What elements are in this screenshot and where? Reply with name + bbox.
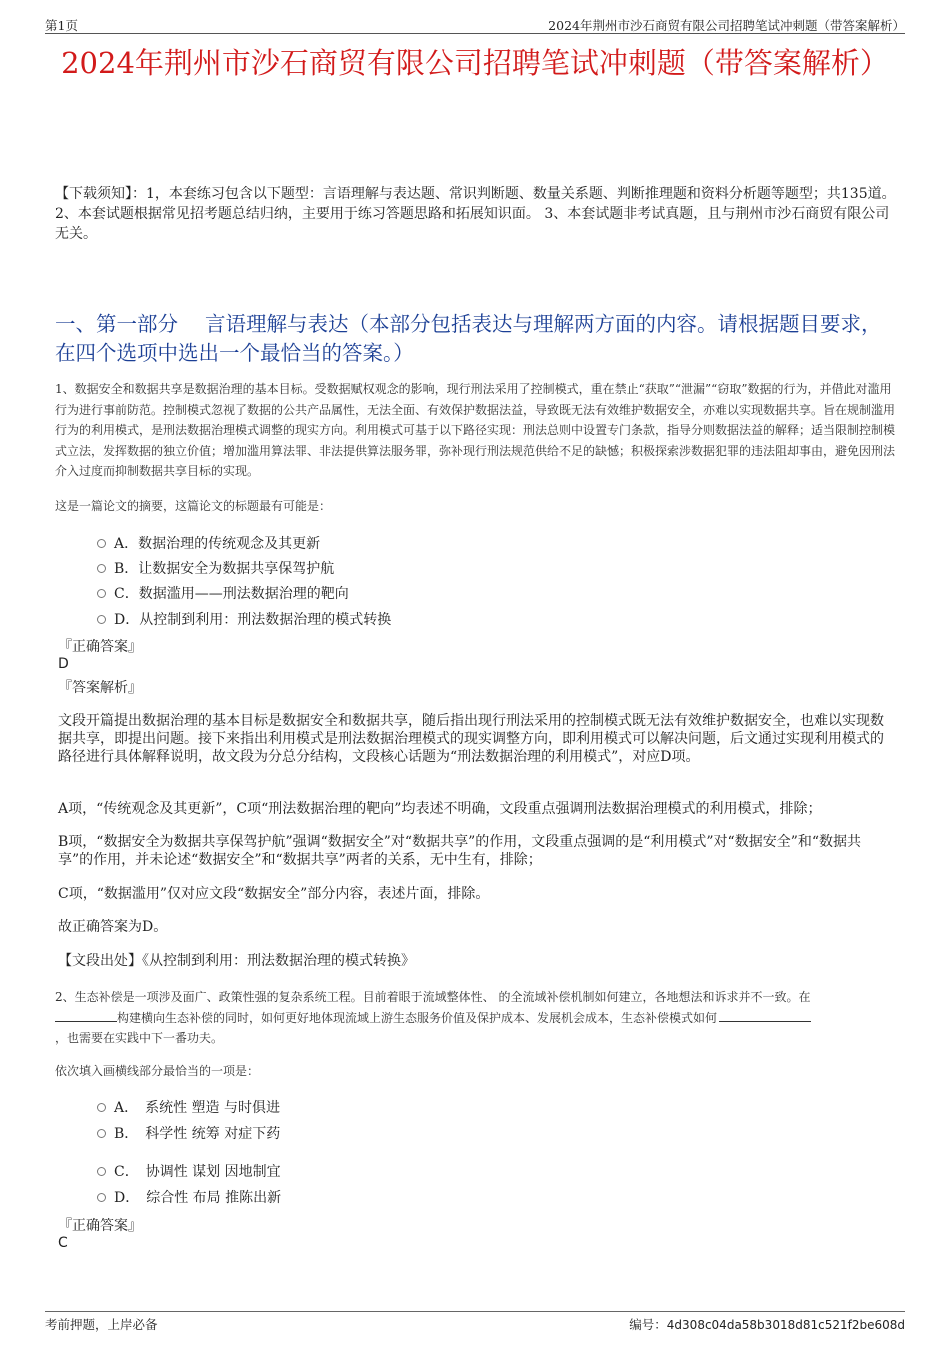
question-1-analysis-label: 『答案解析』 — [58, 680, 142, 696]
document-title: 2024年荆州市沙石商贸有限公司招聘笔试冲刺题（带答案解析） — [61, 46, 889, 80]
analysis-paragraph: C项，“数据滥用”仅对应文段“数据安全”部分内容，表述片面，排除。 — [58, 886, 490, 902]
question-1-stem: 1、数据安全和数据共享是数据治理的基本目标。受数据赋权观念的影响，现行刑法采用了控制模式，重在禁止“获取”“泄漏”“窃取”数据的行为，并借此对滥用行为进行事前防范。控制模式忽视了数据的公共产品属性，无法全面、有效保护数据法益，导致既无法有效维护数据安全，亦难以实现数据共享。旨在规制滥用行为的利用模式，是刑法数据治理模式调整的现实方向。利用模式可基于以下路径实现：刑法总则中设置专门条款，指导分则数据法益的解释；适当限制控制模式立法，发挥数据的独立价值；增加滥用算法罪、非法提供算法服务罪，弥补现行刑法规范供给不足的缺憾；积极探索涉数据犯罪的违法阻却事由，避免因刑法介入过度而抑制数据共享目标的实现。 — [55, 382, 896, 478]
radio-icon[interactable] — [97, 1103, 106, 1112]
option-label: A．数据治理的传统观念及其更新 — [114, 536, 321, 552]
option-label: B． 科学性 统筹 对症下药 — [114, 1126, 281, 1142]
analysis-paragraph: A项，“传统观念及其更新”，C项“刑法数据治理的靶向”均表述不明确，文段重点强调刑法数据治理模式的利用模式，排除； — [58, 801, 822, 817]
question-2-option-b[interactable] — [97, 1123, 280, 1143]
page-footer — [45, 1311, 905, 1333]
question-2-answer-label: 『正确答案』 — [58, 1218, 142, 1234]
question-1-answer-label: 『正确答案』 — [58, 639, 142, 655]
option-label: A． 系统性 塑造 与时俱进 — [114, 1100, 281, 1116]
footer-code-wrap — [629, 1315, 905, 1333]
analysis-paragraph: 文段开篇提出数据治理的基本目标是数据安全和数据共享，随后指出现行刑法采用的控制模式既无法有效维护数据安全，也难以实现数据共享，即提出问题。接下来指出利用模式是刑法数据治理模式的现实调整方向，即利用模式可以解决问题，后文通过实现利用模式的路径进行具体解释说明，故文段为分总分结构，文段核心话题为“刑法数据治理的利用模式”，对应D项。 — [58, 713, 884, 765]
download-notice: 【下载须知】：1，本套练习包含以下题型：言语理解与表达题、常识判断题、数量关系题、判断推理题和资料分析题等题型；共135道。 2、本套试题根据常见招考题总结归纳，主要用于练习答题思路和拓展知识面。 3、本套试题非考试真题，且与荆州市沙石商贸有限公司无关。 — [55, 186, 896, 242]
question-2-stem-part: 2、生态补偿是一项涉及面广、政策性强的复杂系统工程。目前着眼于流域整体性、 的全流域补偿机制如何建立，各地想法和诉求并不一致。在 — [55, 990, 811, 1004]
question-2-stem-part: 构建横向生态补偿的同时，如何更好地体现流域上游生态服务价值及保护成本、发展机会成本，生态补偿模式如何 — [117, 1010, 718, 1025]
footer-slogan: 考前押题，上岸必备 — [45, 1317, 158, 1332]
question-1-option-c[interactable] — [97, 583, 349, 603]
option-label: C． 协调性 谋划 因地制宜 — [114, 1164, 281, 1180]
option-label: D．从控制到利用：刑法数据治理的模式转换 — [114, 612, 392, 628]
question-2-stem-part: ，也需要在实践中下一番功夫。 — [55, 1031, 224, 1045]
question-1-option-d[interactable] — [97, 609, 391, 629]
analysis-paragraph: B项，“数据安全为数据共享保驾护航”强调“数据安全”对“数据共享”的作用，文段重点强调的是“利用模式”对“数据安全”和“数据共享”的作用，并未论述“数据安全”和“数据共享”两者的关系，无中生有，排除； — [58, 834, 862, 868]
question-1-option-a[interactable] — [97, 533, 320, 553]
radio-icon[interactable] — [97, 589, 106, 598]
question-2-option-c[interactable] — [97, 1161, 281, 1181]
radio-icon[interactable] — [97, 1193, 106, 1202]
page-number: 第1页 — [45, 18, 78, 33]
fill-blank — [55, 1010, 117, 1022]
question-2-option-d[interactable] — [97, 1187, 281, 1207]
question-1-prompt: 这是一篇论文的摘要，这篇论文的标题最有可能是： — [55, 499, 332, 513]
radio-icon[interactable] — [97, 539, 106, 548]
question-2-prompt: 依次填入画横线部分最恰当的一项是： — [55, 1064, 260, 1078]
question-2-option-a[interactable] — [97, 1097, 280, 1117]
radio-icon[interactable] — [97, 615, 106, 624]
radio-icon[interactable] — [97, 1167, 106, 1176]
page-header — [45, 14, 905, 34]
fill-blank — [719, 1010, 811, 1022]
radio-icon[interactable] — [97, 1129, 106, 1138]
question-1-option-b[interactable] — [97, 558, 334, 578]
option-label: B．让数据安全为数据共享保驾护航 — [114, 561, 335, 577]
footer-code: 4d308c04da58b3018d81c521f2be608d — [666, 1318, 905, 1332]
question-2-answer: C — [58, 1235, 68, 1251]
question-1-source: 【文段出处】《从控制到利用：刑法数据治理的模式转换》 — [58, 953, 415, 969]
option-label: C．数据滥用——刑法数据治理的靶向 — [114, 586, 349, 602]
question-2-stem — [55, 987, 902, 1049]
header-doc-title: 2024年荆州市沙石商贸有限公司招聘笔试冲刺题（带答案解析） — [548, 18, 905, 33]
footer-code-label: 编号： — [629, 1317, 667, 1332]
section-heading: 一、第一部分 言语理解与表达（本部分包括表达与理解两方面的内容。请根据题目要求，在四个选项中选出一个最恰当的答案。） — [55, 312, 882, 365]
option-label: D． 综合性 布局 推陈出新 — [114, 1190, 282, 1206]
question-1-answer: D — [58, 656, 69, 672]
radio-icon[interactable] — [97, 564, 106, 573]
analysis-paragraph: 故正确答案为D。 — [58, 919, 168, 935]
